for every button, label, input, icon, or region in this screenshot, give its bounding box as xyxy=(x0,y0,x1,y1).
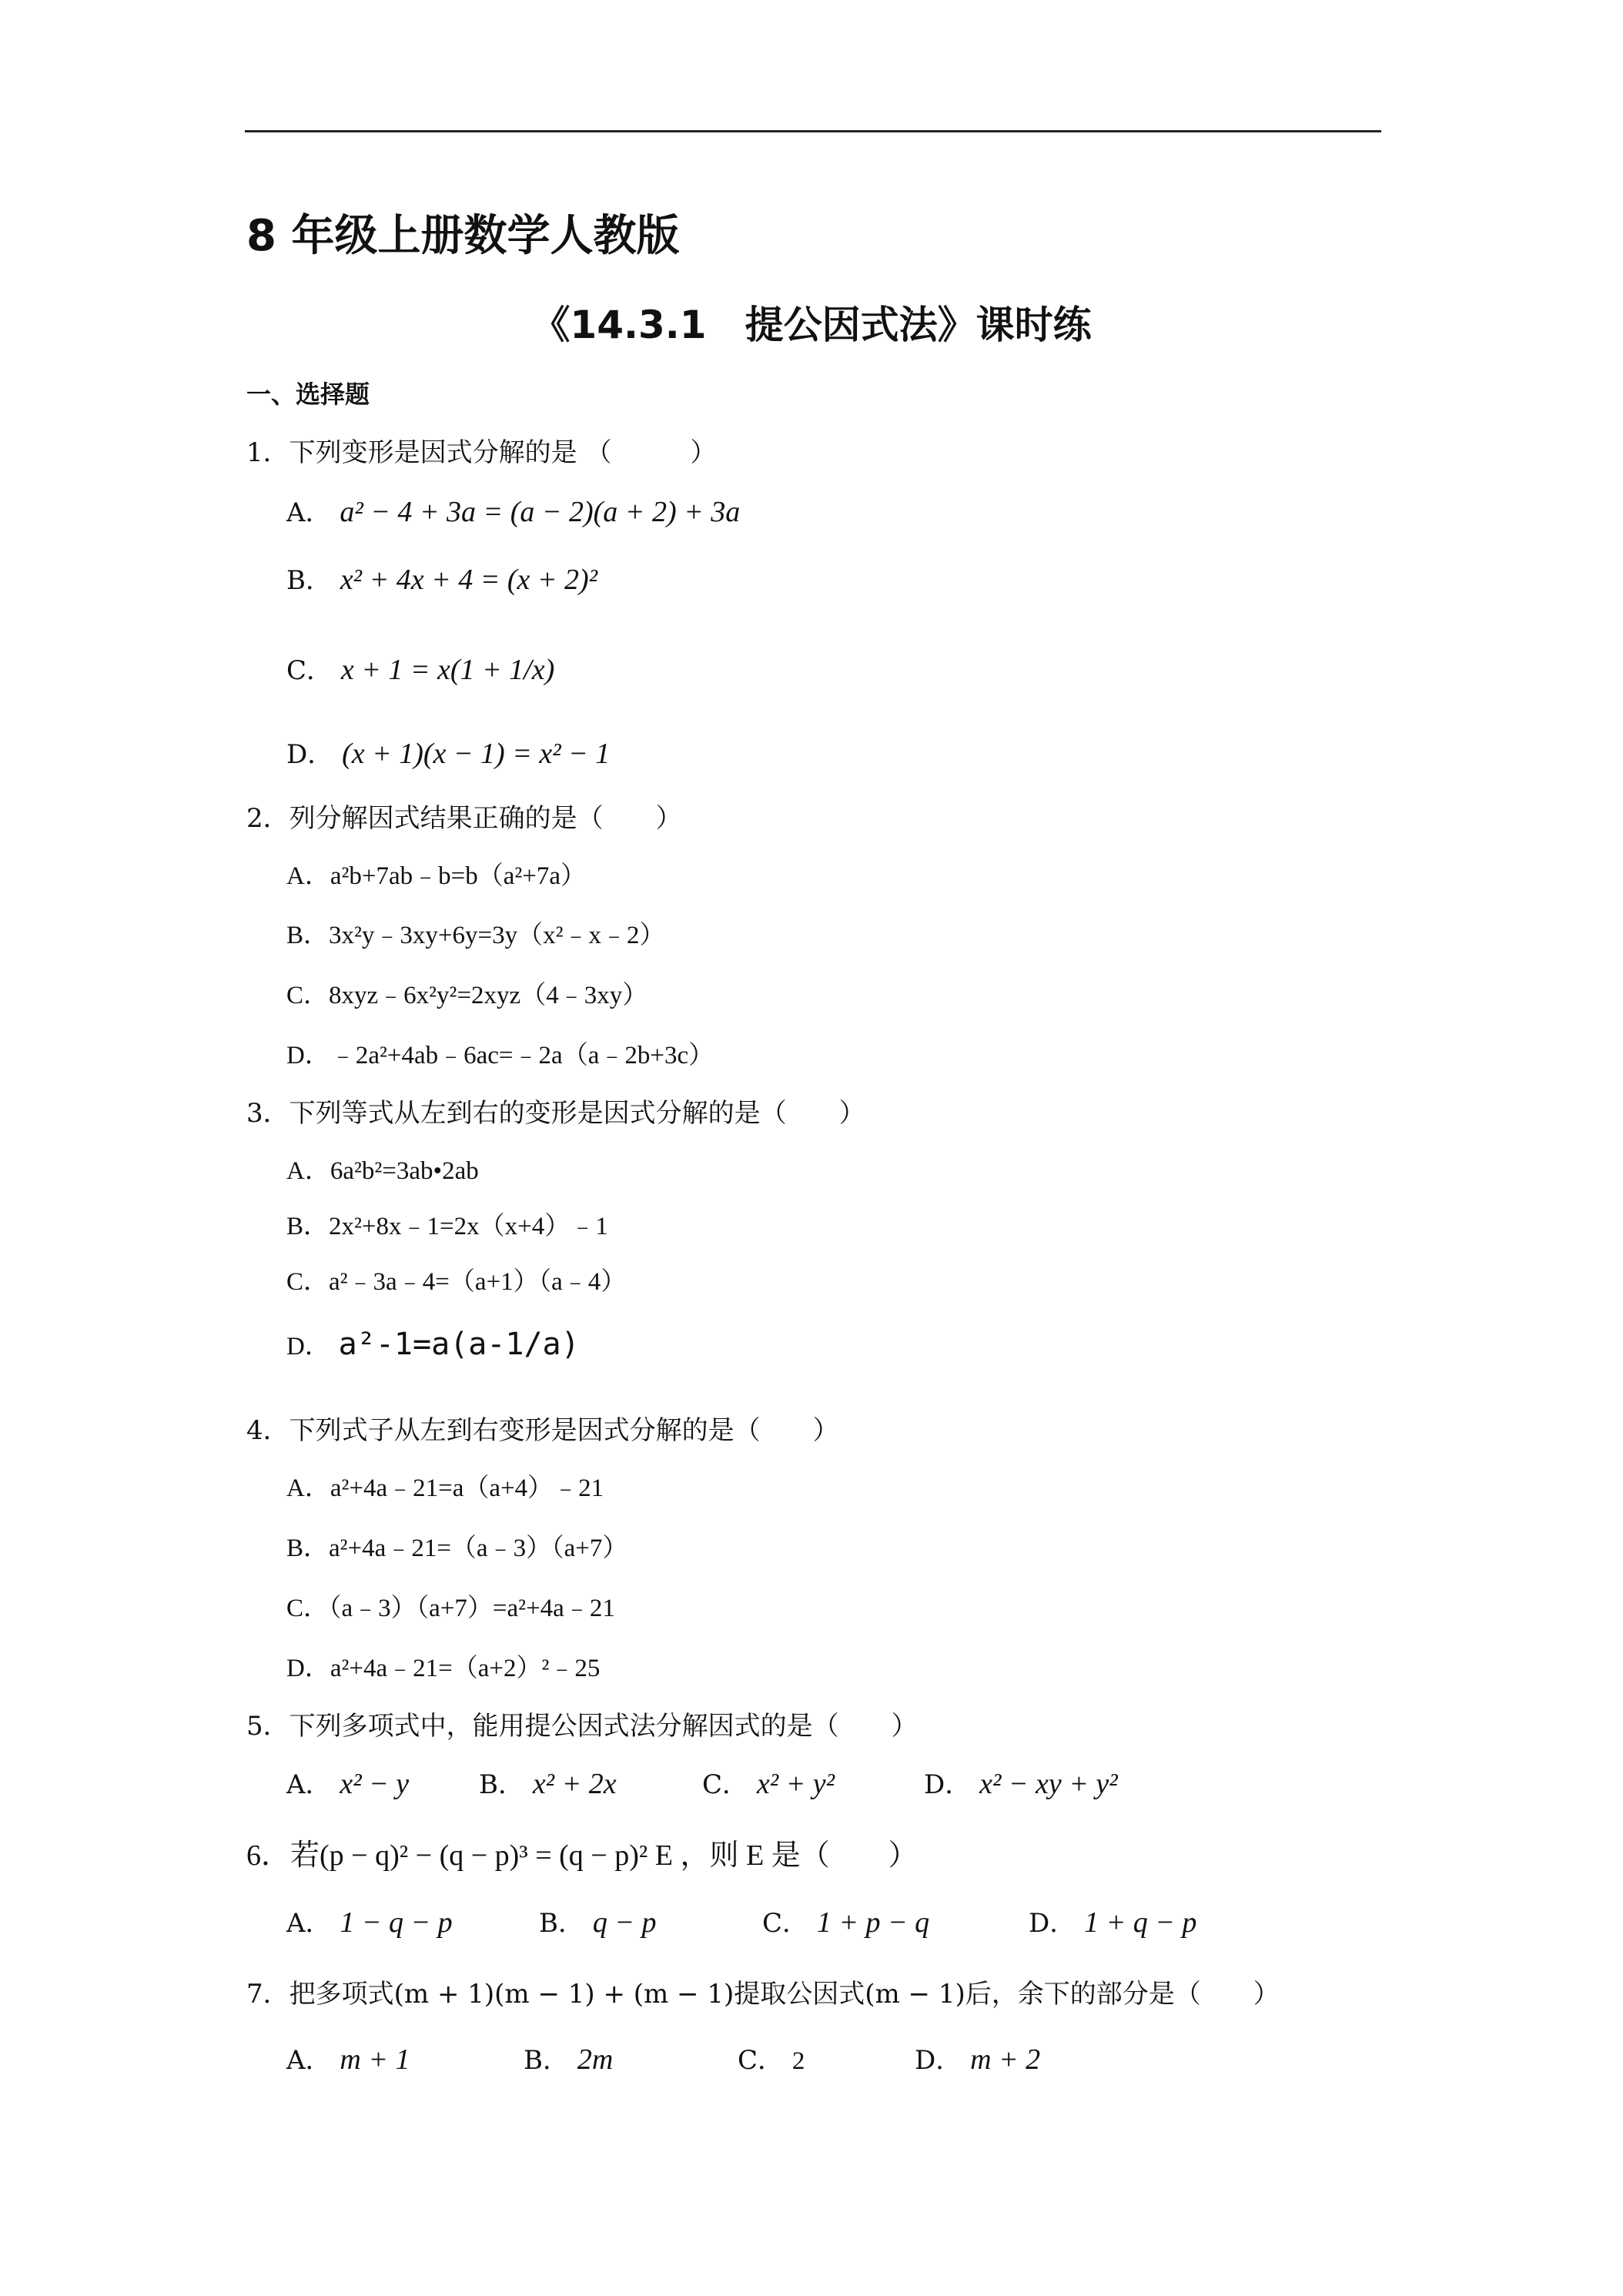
q3-option-b-text: 2x²+8x﹣1=2x（x+4）﹣1 xyxy=(329,1213,608,1240)
header-rule xyxy=(245,130,1381,132)
q3-option-a: A．6a²b²=3ab•2ab xyxy=(286,1157,479,1185)
q4-option-d: D．a²+4a﹣21=（a+2）²﹣25 xyxy=(286,1655,601,1682)
q1-option-d-formula: (x + 1)(x − 1) = x² − 1 xyxy=(342,738,611,770)
document-subtitle: 《14.3.1 提公因式法》课时练 xyxy=(531,303,1092,347)
q4-option-d-text: a²+4a﹣21=（a+2）²﹣25 xyxy=(330,1655,601,1682)
q5-option-b: B． x² + 2x xyxy=(479,1768,617,1800)
q2-option-c: C．8xyz﹣6x²y²=2xyz（4﹣3xy） xyxy=(286,982,648,1009)
q5-option-a: A． x² − y xyxy=(286,1768,410,1800)
q7-option-d-formula: m + 2 xyxy=(970,2043,1041,2076)
q4-option-b: B．a²+4a﹣21=（a﹣3）（a+7） xyxy=(286,1535,628,1562)
question-5-stem: 5．下列多项式中，能用提公因式法分解因式的是（ ） xyxy=(246,1711,918,1742)
q7-option-b: B． 2m xyxy=(524,2043,614,2076)
q7-option-c-formula: 2 xyxy=(791,2047,805,2075)
q5-option-d-formula: x² − xy + y² xyxy=(979,1768,1118,1800)
q7-option-c: C． 2 xyxy=(738,2045,805,2076)
q2-option-d: D．﹣2a²+4ab﹣6ac=﹣2a（a﹣2b+3c） xyxy=(286,1042,714,1069)
q3-option-c: C．a²﹣3a﹣4=（a+1）（a﹣4） xyxy=(286,1268,627,1296)
q6-option-c: C． 1 + p − q xyxy=(762,1906,930,1939)
q6-option-d-formula: 1 + q − p xyxy=(1084,1906,1197,1939)
q3-option-b: B．2x²+8x﹣1=2x（x+4）﹣1 xyxy=(286,1213,608,1240)
q4-option-c: C．（a﹣3）（a+7）=a²+4a﹣21 xyxy=(286,1595,615,1622)
q5-option-c: C． x² + y² xyxy=(702,1768,835,1800)
q3-option-c-text: a²﹣3a﹣4=（a+1）（a﹣4） xyxy=(329,1268,627,1296)
q3-option-a-text: 6a²b²=3ab•2ab xyxy=(330,1157,479,1185)
q5-option-c-formula: x² + y² xyxy=(756,1768,835,1800)
q7-option-b-formula: 2m xyxy=(577,2043,614,2076)
q2-option-a: A．a²b+7ab﹣b=b（a²+7a） xyxy=(286,862,587,890)
q3-option-d-formula: a²-1=a(a-1/a) xyxy=(338,1327,580,1362)
q4-option-c-text: （a﹣3）（a+7）=a²+4a﹣21 xyxy=(329,1595,615,1622)
question-2-stem: 2．列分解因式结果正确的是（ ） xyxy=(246,803,682,834)
q1-option-c-formula: x + 1 = x(1 + 1/x) xyxy=(340,654,555,686)
document-title: 8 年级上册数学人教版 xyxy=(246,211,680,261)
q6-option-a: A． 1 − q − p xyxy=(286,1906,453,1939)
q5-option-d: D． x² − xy + y² xyxy=(924,1768,1118,1800)
q6-option-d: D． 1 + q − p xyxy=(1029,1906,1197,1939)
q1-option-b: B． x² + 4x + 4 = (x + 2)² xyxy=(286,564,598,596)
q1-option-a: A． a² − 4 + 3a = (a − 2)(a + 2) + 3a xyxy=(286,496,741,528)
question-3-stem: 3．下列等式从左到右的变形是因式分解的是（ ） xyxy=(246,1098,865,1129)
q7-option-a: A． m + 1 xyxy=(286,2043,410,2076)
q7-option-a-formula: m + 1 xyxy=(340,2043,410,2076)
q2-option-b-text: 3x²y﹣3xy+6y=3y（x²﹣x﹣2） xyxy=(329,922,665,949)
q2-option-b: B．3x²y﹣3xy+6y=3y（x²﹣x﹣2） xyxy=(286,922,665,949)
q2-option-a-text: a²b+7ab﹣b=b（a²+7a） xyxy=(330,862,587,890)
section-heading: 一、选择题 xyxy=(246,380,370,409)
q6-option-c-formula: 1 + p − q xyxy=(816,1906,930,1939)
q3-option-d: D． a²-1=a(a-1/a) xyxy=(286,1327,580,1362)
q6-option-a-formula: 1 − q − p xyxy=(340,1906,453,1939)
q5-option-a-formula: x² − y xyxy=(340,1768,410,1800)
q4-option-b-text: a²+4a﹣21=（a﹣3）（a+7） xyxy=(329,1535,628,1562)
q1-option-a-formula: a² − 4 + 3a = (a − 2)(a + 2) + 3a xyxy=(340,496,741,528)
q4-option-a-text: a²+4a﹣21=a（a+4）﹣21 xyxy=(330,1474,604,1502)
q7-option-d: D． m + 2 xyxy=(915,2043,1041,2076)
question-6-stem: 6．若(p − q)² − (q − p)³ = (q − p)² E ，则 E 是（ ） xyxy=(246,1839,918,1872)
question-1-stem: 1．下列变形是因式分解的是 （ ） xyxy=(246,437,717,468)
q4-option-a: A．a²+4a﹣21=a（a+4）﹣21 xyxy=(286,1474,604,1502)
q6-option-b: B． q − p xyxy=(539,1906,657,1939)
q2-option-d-text: ﹣2a²+4ab﹣6ac=﹣2a（a﹣2b+3c） xyxy=(330,1042,714,1069)
question-4-stem: 4．下列式子从左到右变形是因式分解的是（ ） xyxy=(246,1415,839,1446)
q5-option-b-formula: x² + 2x xyxy=(532,1768,617,1800)
q1-option-c: C． x + 1 = x(1 + 1/x) xyxy=(286,654,555,686)
question-7-stem: 7．把多项式(m + 1)(m − 1) + (m − 1)提取公因式(m − 1)后，余下的部分是（ ） xyxy=(246,1979,1280,2010)
q1-option-b-formula: x² + 4x + 4 = (x + 2)² xyxy=(340,564,598,596)
q1-option-d: D． (x + 1)(x − 1) = x² − 1 xyxy=(286,738,611,770)
q2-option-c-text: 8xyz﹣6x²y²=2xyz（4﹣3xy） xyxy=(329,982,648,1009)
q6-option-b-formula: q − p xyxy=(592,1906,657,1939)
